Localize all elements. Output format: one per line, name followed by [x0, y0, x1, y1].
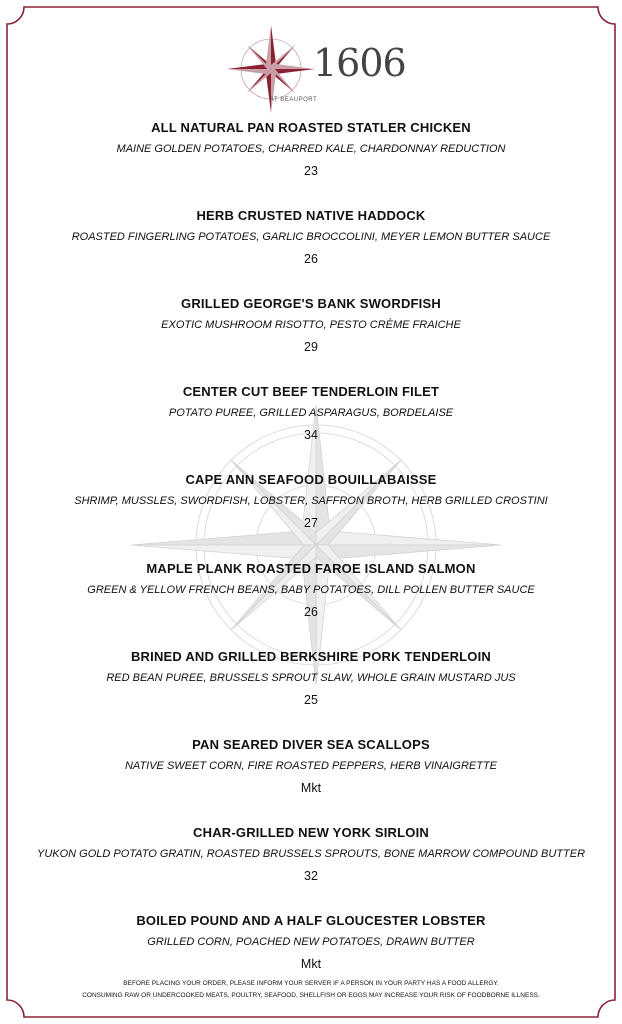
menu-item: [0, 649, 622, 707]
dish-price: 23: [304, 164, 318, 178]
dish-price: 26: [304, 252, 318, 266]
menu-item: [0, 296, 622, 354]
dish-name: HERB CRUSTED NATIVE HADDOCK: [196, 208, 426, 223]
allergy-notice: BEFORE PLACING YOUR ORDER, PLEASE INFORM YOUR SERVER IF A PERSON IN YOUR PARTY HAS A FOOD ALLERGY.: [123, 980, 499, 987]
dish-name: ALL NATURAL PAN ROASTED STATLER CHICKEN: [151, 120, 471, 135]
dish-name: BOILED POUND AND A HALF GLOUCESTER LOBSTER: [136, 913, 486, 928]
dish-name: GRILLED GEORGE'S BANK SWORDFISH: [181, 296, 441, 311]
menu-item: [0, 208, 622, 266]
dish-description: YUKON GOLD POTATO GRATIN, ROASTED BRUSSELS SPROUTS, BONE MARROW COMPOUND BUTTER: [36, 848, 586, 860]
dish-name: CHAR-GRILLED NEW YORK SIRLOIN: [193, 825, 429, 840]
dish-name: BRINED AND GRILLED BERKSHIRE PORK TENDERLOIN: [130, 649, 492, 664]
dish-price: 34: [304, 428, 318, 442]
dish-description: ROASTED FINGERLING POTATOES, GARLIC BROCCOLINI, MEYER LEMON BUTTER SAUCE: [71, 231, 551, 243]
dish-name: CAPE ANN SEAFOOD BOUILLABAISSE: [185, 472, 437, 487]
dish-description: GRILLED CORN, POACHED NEW POTATOES, DRAWN BUTTER: [147, 936, 475, 948]
dish-price: 32: [304, 869, 318, 883]
menu-item: [0, 825, 622, 883]
dish-name: PAN SEARED DIVER SEA SCALLOPS: [192, 737, 430, 752]
dish-description: RED BEAN PUREE, BRUSSELS SPROUT SLAW, WHOLE GRAIN MUSTARD JUS: [106, 672, 516, 684]
foodborne-illness-warning: CONSUMING RAW OR UNDERCOOKED MEATS, POULTRY, SEAFOOD, SHELLFISH OR EGGS MAY INCREASE YOUR RISK OF FOODBORNE ILLNESS.: [82, 992, 540, 999]
dish-description: GREEN & YELLOW FRENCH BEANS, BABY POTATOES, DILL POLLEN BUTTER SAUCE: [87, 584, 535, 596]
dish-price: Mkt: [300, 781, 322, 795]
dish-description: POTATO PUREE, GRILLED ASPARAGUS, BORDELAISE: [168, 407, 454, 419]
dish-description: NATIVE SWEET CORN, FIRE ROASTED PEPPERS, HERB VINAIGRETTE: [124, 760, 498, 772]
menu-item: [0, 561, 622, 619]
dish-price: 29: [304, 340, 318, 354]
menu-item: [0, 472, 622, 530]
menu-item: [0, 384, 622, 442]
logo-subtitle: AT BEAUPORT: [270, 97, 318, 103]
menu-item: [0, 120, 622, 178]
dish-price: 26: [304, 605, 318, 619]
compass-rose-watermark-icon: [131, 405, 501, 685]
dish-description: SHRIMP, MUSSLES, SWORDFISH, LOBSTER, SAFFRON BROTH, HERB GRILLED CROSTINI: [74, 495, 548, 507]
menu-item: [0, 737, 622, 795]
dish-price: 27: [304, 516, 318, 530]
dish-name: MAPLE PLANK ROASTED FAROE ISLAND SALMON: [146, 561, 476, 576]
dish-name: CENTER CUT BEEF TENDERLOIN FILET: [182, 384, 440, 399]
dish-description: EXOTIC MUSHROOM RISOTTO, PESTO CRÈME FRAICHE: [161, 319, 461, 331]
dish-description: MAINE GOLDEN POTATOES, CHARRED KALE, CHARDONNAY REDUCTION: [116, 143, 506, 155]
dish-price: 25: [304, 693, 318, 707]
logo-number: 1606: [313, 41, 406, 85]
menu-item: [0, 913, 622, 971]
dish-price: Mkt: [300, 957, 322, 971]
